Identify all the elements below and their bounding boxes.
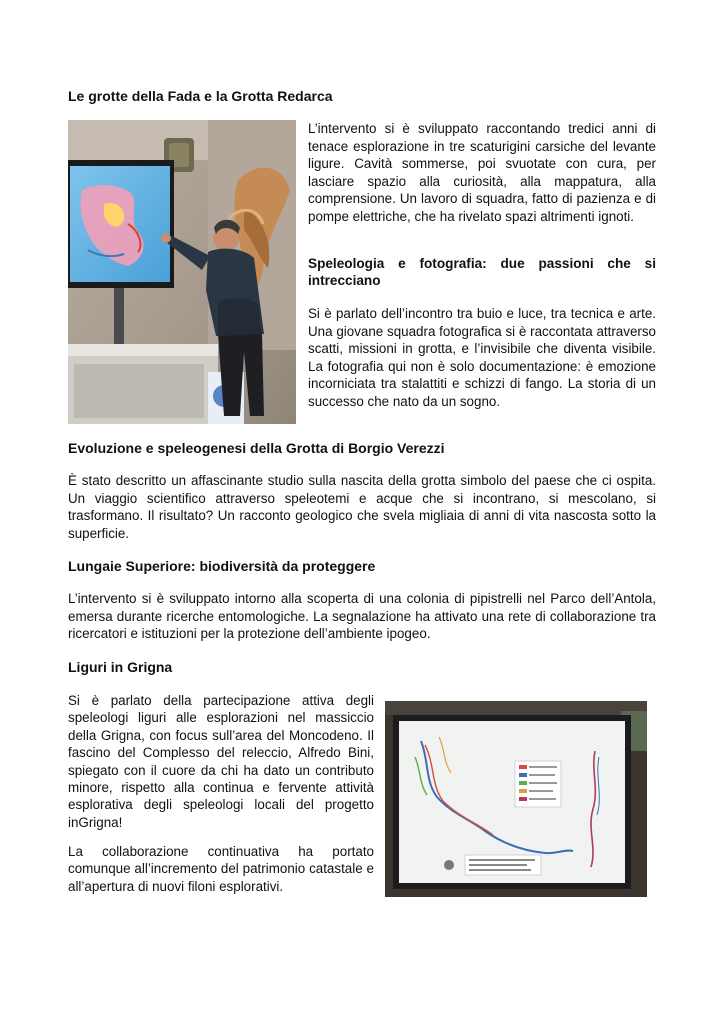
section-title-grotte: Le grotte della Fada e la Grotta Redarca (68, 88, 333, 104)
paragraph-evoluzione: È stato descritto un affascinante studio sulla nascita della grotta simbolo del paese che ci ospita. Un viaggio scientifico attraverso speleotemi e acque che si incontrano, si mescolano, si trasformano. Il risultato? Un racconto geologico che svela migliaia di anni di vita nascosta sotto la superficie. (68, 473, 656, 541)
photo-cave-survey-screen (385, 701, 647, 897)
paragraph-liguri-1: Si è parlato della partecipazione attiva degli speleologi liguri alle esplorazioni nel massiccio della Grigna, con focus sull’area del Moncodeno. Il fascino del Complesso del releccio, Alfredo Bini, spiegato con il cuore da chi ha dato un contributo minore, rispetto alla continua e fervente attività esplorativa degli speleologi locali del progetto inGrigna! (68, 693, 374, 830)
section-title-speleo: Speleologia e fotografia: due passioni che si intrecciano (308, 256, 656, 288)
paragraph-liguri-2: La collaborazione continuativa ha portato comunque all’incremento del patrimonio catastale e all’apertura di nuovi filoni esplorativi. (68, 844, 374, 894)
photo-speaker-map (68, 120, 296, 424)
paragraph-grotte: L’intervento si è sviluppato raccontando tredici anni di tenace esplorazione in tre scaturigini carsiche del levante ligure. Cavità sommerse, poi svuotate con cura, per lasciare spazio alla curiosità, alla mappatura, alla comprensione. Un lavoro di squadra, fatto di pazienza e di pompe elettriche, che ha rivelato spazi altrimenti ignoti. (308, 121, 656, 224)
section-title-liguri: Liguri in Grigna (68, 659, 173, 675)
paragraph-speleo: Si è parlato dell’incontro tra buio e luce, tra tecnica e arte. Una giovane squadra fotografica si è raccontata attraverso scatti, missioni in grotta, e l’invisibile che diventa visibile. La fotografia qui non è solo documentazione: è emozione incorniciata tra stalattiti e schizzi di fango. La storia di un successo che nato da un sogno. (308, 306, 656, 409)
section-title-evoluzione: Evoluzione e speleogenesi della Grotta di Borgio Verezzi (68, 440, 445, 456)
paragraph-lungaie: L’intervento si è sviluppato intorno alla scoperta di una colonia di pipistrelli nel Parco dell’Antola, emersa durante ricerche entomologiche. La segnalazione ha attivato una rete di collaborazione tra ricercatori e istituzioni per la protezione dell’ambiente ipogeo. (68, 591, 656, 642)
section-title-lungaie: Lungaie Superiore: biodiversità da proteggere (68, 558, 376, 574)
